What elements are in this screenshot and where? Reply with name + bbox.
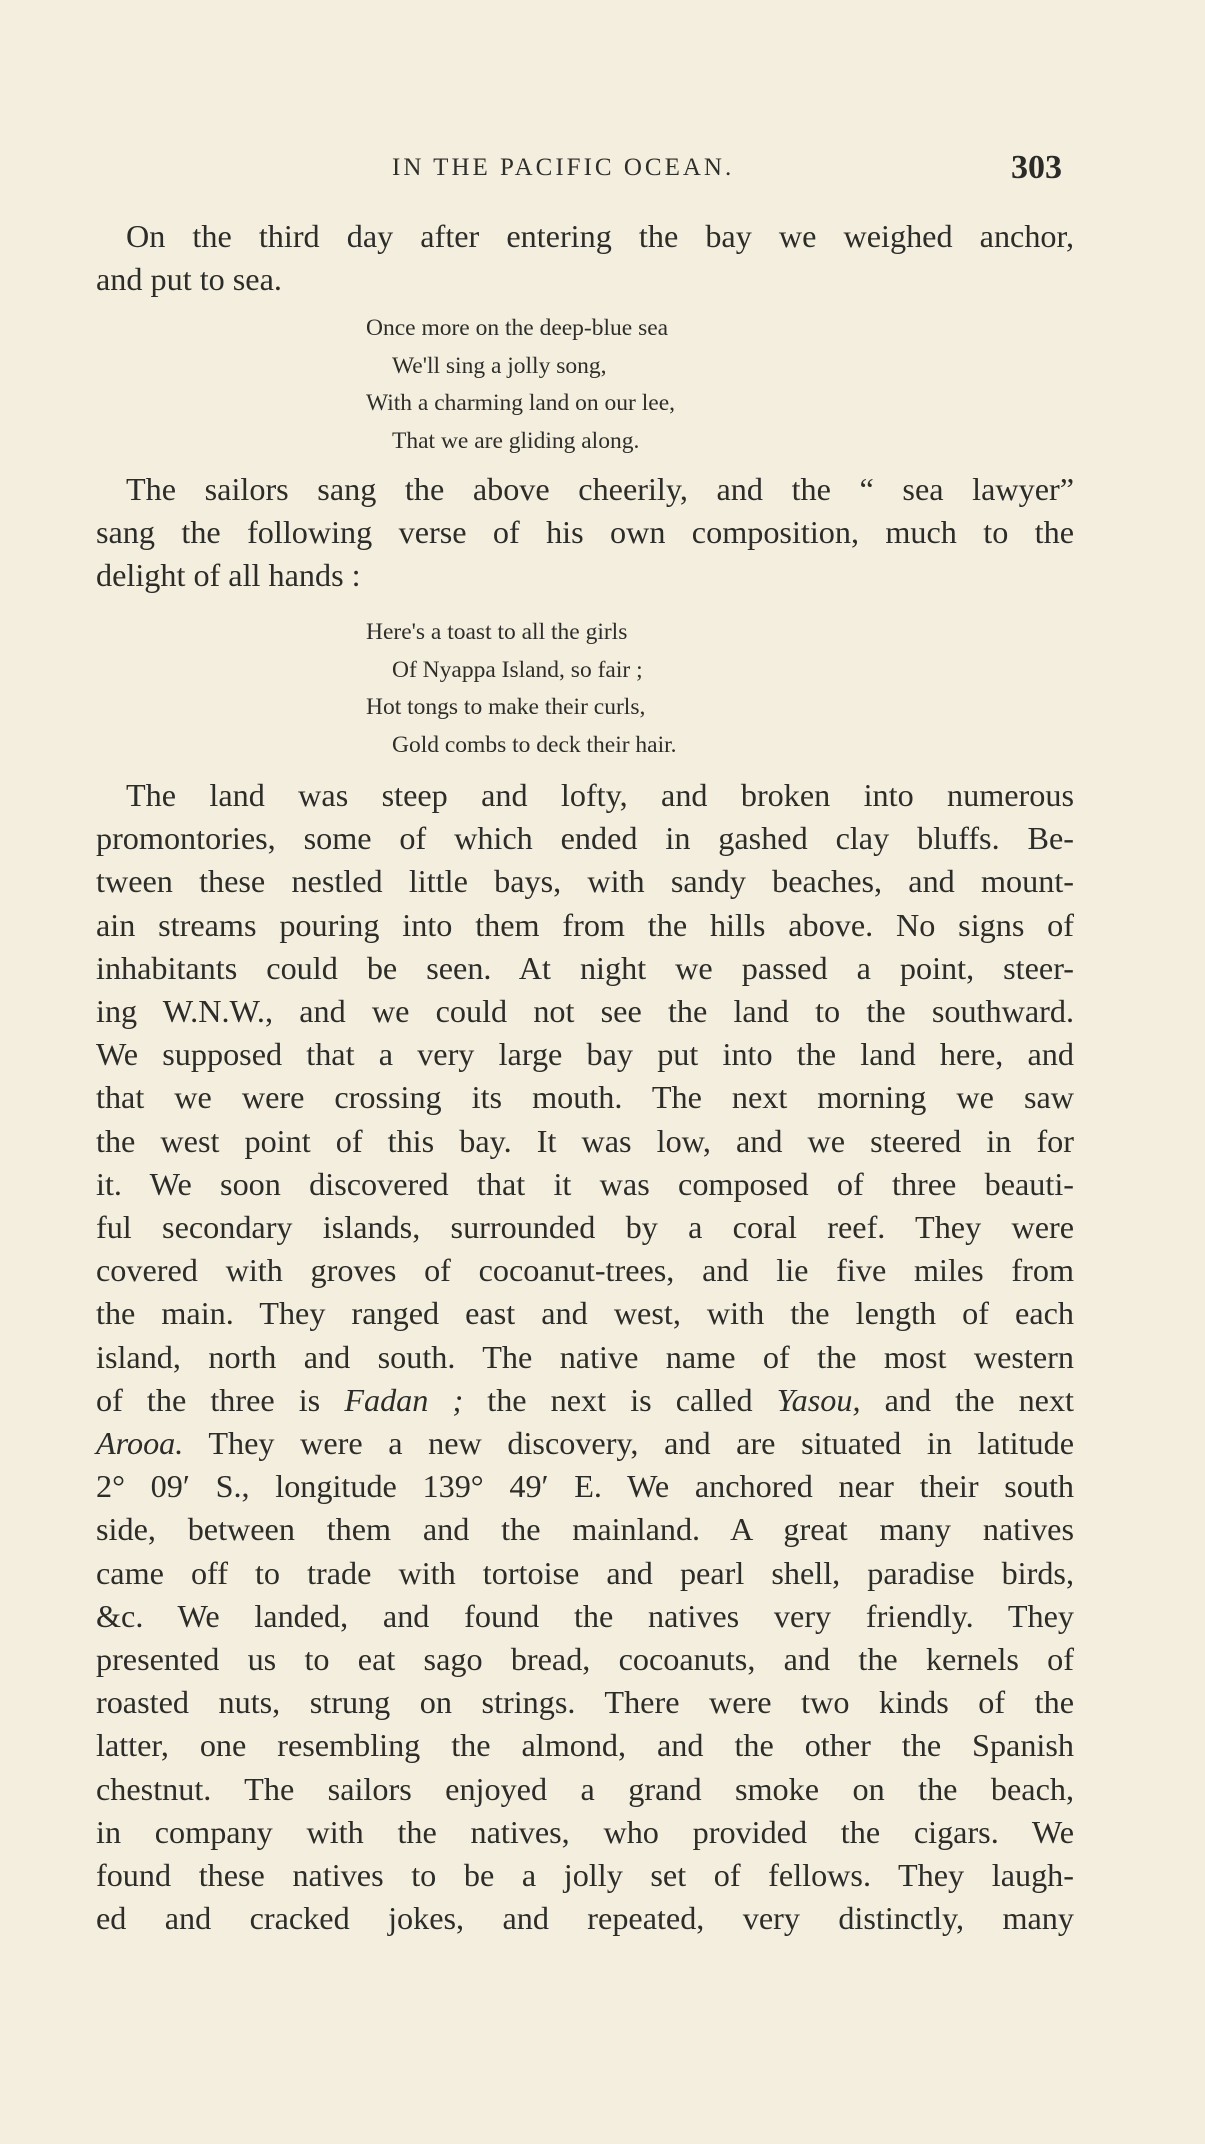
text-line: and put to sea. [96,261,282,298]
text-line: presented us to eat sago bread, cocoanuts, and the kernels of [96,1641,1074,1678]
paragraph-2 [96,468,1074,598]
text-line: The land was steep and lofty, and broken into numerous [126,777,1074,813]
verse-1 [366,310,675,460]
text-line: promontories, some of which ended in gashed clay bluffs. Be- [96,820,1074,857]
text-line: latter, one resembling the almond, and the other the Spanish [96,1727,1074,1764]
text-line: island, north and south. The native name of the most western [96,1338,1074,1375]
verse-line: We'll sing a jolly song, [392,352,607,379]
text-line: &c. We landed, and found the natives very friendly. They [96,1597,1074,1634]
text-line: the main. They ranged east and west, with the length of each [96,1295,1074,1332]
verse-line: With a charming land on our lee, [366,390,676,416]
text-line: ed and cracked jokes, and repeated, very distinctly, many [96,1900,1074,1937]
verse-line: Here's a toast to all the girls [366,619,628,645]
page-header [0,148,1205,188]
text-line: ing W.N.W., and we could not see the land to the southward. [96,993,1074,1030]
text-line: roasted nuts, strung on strings. There were two kinds of the [96,1684,1074,1721]
verse-line: That we are gliding along. [392,427,640,454]
text-line: tween these nestled little bays, with sandy beaches, and mount- [96,863,1074,900]
text-line-with-names [96,1379,1074,1422]
page-number: 303 [1011,149,1062,186]
verse-line: Of Nyappa Island, so fair ; [392,656,643,683]
text-line: On the third day after entering the bay we weighed anchor, [126,218,1074,254]
text-line: inhabitants could be seen. At night we passed a point, steer- [96,949,1074,986]
text-line: delight of all hands : [96,557,361,594]
text-line: ain streams pouring into them from the hills above. No signs of [96,906,1074,943]
text-line: chestnut. The sailors enjoyed a grand smoke on the beach, [96,1770,1074,1807]
text-line: The sailors sang the above cheerily, and the “ sea lawyer” [126,471,1074,507]
text-line: We supposed that a very large bay put into the land here, and [96,1036,1074,1073]
text-line: 2° 09′ S., longitude 139° 49′ E. We anchored near their south [96,1468,1074,1505]
running-title: IN THE PACIFIC OCEAN. [392,154,735,181]
verse-line: Once more on the deep-blue sea [366,315,669,341]
text-line: side, between them and the mainland. A great many natives [96,1511,1074,1548]
verse-line: Hot tongs to make their curls, [366,694,646,720]
island-name-yasou: Yasou, [776,1381,861,1418]
text-fragment: and the next [884,1381,1074,1418]
text-line: in company with the natives, who provided the cigars. We [96,1813,1074,1850]
text-fragment: They were a new discovery, and are situated in latitude [208,1425,1074,1462]
island-name-fadan: Fadan ; [344,1381,464,1418]
text-line-with-name [96,1422,1074,1465]
text-line: that we were crossing its mouth. The next morning we saw [96,1079,1074,1116]
text-line: found these natives to be a jolly set of fellows. They laugh- [96,1857,1074,1894]
paragraph-3 [96,774,1074,1940]
text-line: came off to trade with tortoise and pearl shell, paradise birds, [96,1554,1074,1591]
text-fragment: the next is called [487,1381,753,1418]
text-line: sang the following verse of his own composition, much to the [96,514,1074,551]
verse-2 [366,614,677,764]
text-line: the west point of this bay. It was low, and we steered in for [96,1122,1074,1159]
text-line: covered with groves of cocoanut-trees, and lie five miles from [96,1252,1074,1289]
paragraph-1 [96,215,1074,301]
text-line: it. We soon discovered that it was composed of three beauti- [96,1165,1074,1202]
text-line: ful secondary islands, surrounded by a coral reef. They were [96,1209,1074,1246]
verse-line: Gold combs to deck their hair. [392,731,677,758]
text-fragment: of the three is [96,1381,321,1418]
island-name-arooa: Arooa. [96,1425,184,1462]
